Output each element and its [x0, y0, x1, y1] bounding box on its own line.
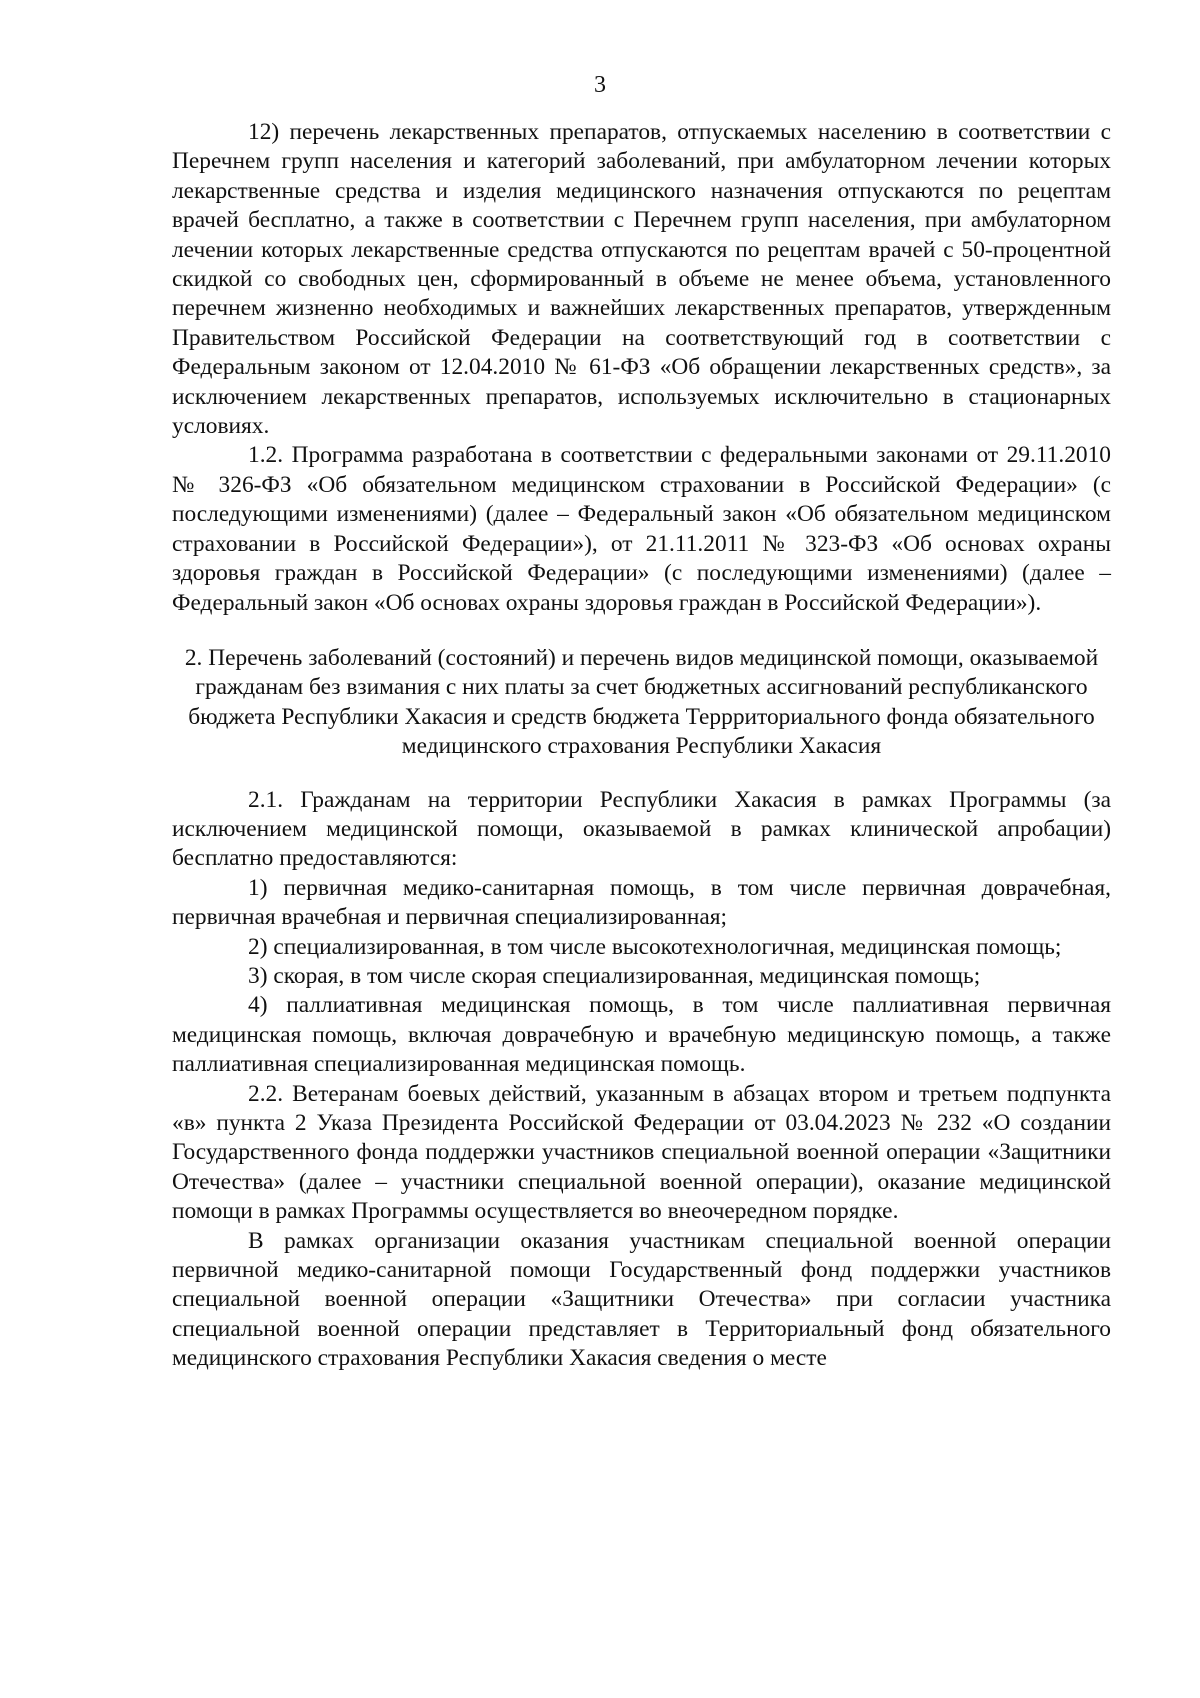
document-body: [172, 118, 1111, 1374]
section-heading-2: 2. Перечень заболеваний (состояний) и перечень видов медицинской помощи, оказываемой гражданам без взимания с них платы за счет бюджетных ассигнований республиканского бюджета Республики Хакасия и средств бюджета Террриториального фонда обязательного медицинского страхования Республики Хакасия: [184, 644, 1099, 760]
list-item-4: 4) паллиативная медицинская помощь, в том числе паллиативная первичная медицинская помощь, включая доврачебную и врачебную медицинскую помощь, а также паллиативная специализированная медицинская помощь.: [172, 992, 1111, 1078]
paragraph-2-2: 2.2. Ветеранам боевых действий, указанным в абзацах втором и третьем подпункта «в» пункта 2 Указа Президента Российской Федерации от 03.04.2023 № 232 «О создании Государственного фонда поддержки участников специальной военной операции «Защитники Отечества» (далее – участники специальной военной операции), оказание медицинской помощи в рамках Программы осуществляется во внеочередном порядке.: [172, 1080, 1111, 1225]
list-item-2: 2) специализированная, в том числе высокотехнологичная, медицинская помощь;: [248, 933, 1062, 960]
list-item-3: 3) скорая, в том числе скорая специализированная, медицинская помощь;: [248, 962, 981, 989]
page-number: 3: [594, 72, 606, 98]
paragraph-svo-care: В рамках организации оказания участникам специальной военной операции первичной медико-санитарной помощи Государственный фонд поддержки участников специальной военной операции «Защитники Отечества» при согласии участника специальной военной операции представляет в Территориальный фонд обязательного медицинского страхования Республики Хакасия сведения о месте: [172, 1227, 1111, 1372]
list-item-1: 1) первичная медико-санитарная помощь, в том числе первичная доврачебная, первичная врачебная и первичная специализированная;: [172, 874, 1111, 931]
paragraph-2-1: 2.1. Гражданам на территории Республики Хакасия в рамках Программы (за исключением медицинской помощи, оказываемой в рамках клинической апробации) бесплатно предоставляются:: [172, 786, 1111, 872]
paragraph-item-12: 12) перечень лекарственных препаратов, отпускаемых населению в соответствии с Перечнем групп населения и категорий заболеваний, при амбулаторном лечении которых лекарственные средства и изделия медицинского назначения отпускаются по рецептам врачей бесплатно, а также в соответствии с Перечнем групп населения, при амбулаторном лечении которых лекарственные средства отпускаются по рецептам врачей с 50-процентной скидкой со свободных цен, сформированный в объеме не менее объема, установленного перечнем жизненно необходимых и важнейших лекарственных препаратов, утвержденным Правительством Российской Федерации на соответствующий год в соответствии с Федеральным законом от 12.04.2010 № 61-ФЗ «Об обращении лекарственных средств», за исключением лекарственных препаратов, используемых исключительно в стационарных условиях.: [172, 119, 1111, 440]
paragraph-1-2: 1.2. Программа разработана в соответствии с федеральными законами от 29.11.2010 № 326-ФЗ «Об обязательном медицинском страховании в Российской Федерации» (с последующими изменениями) (далее – Федеральный закон «Об обязательном медицинском страховании в Российской Федерации»), от 21.11.2011 № 323-ФЗ «Об основах охраны здоровья граждан в Российской Федерации» (с последующими изменениями) (далее – Федеральный закон «Об основах охраны здоровья граждан в Российской Федерации»).: [172, 442, 1111, 616]
